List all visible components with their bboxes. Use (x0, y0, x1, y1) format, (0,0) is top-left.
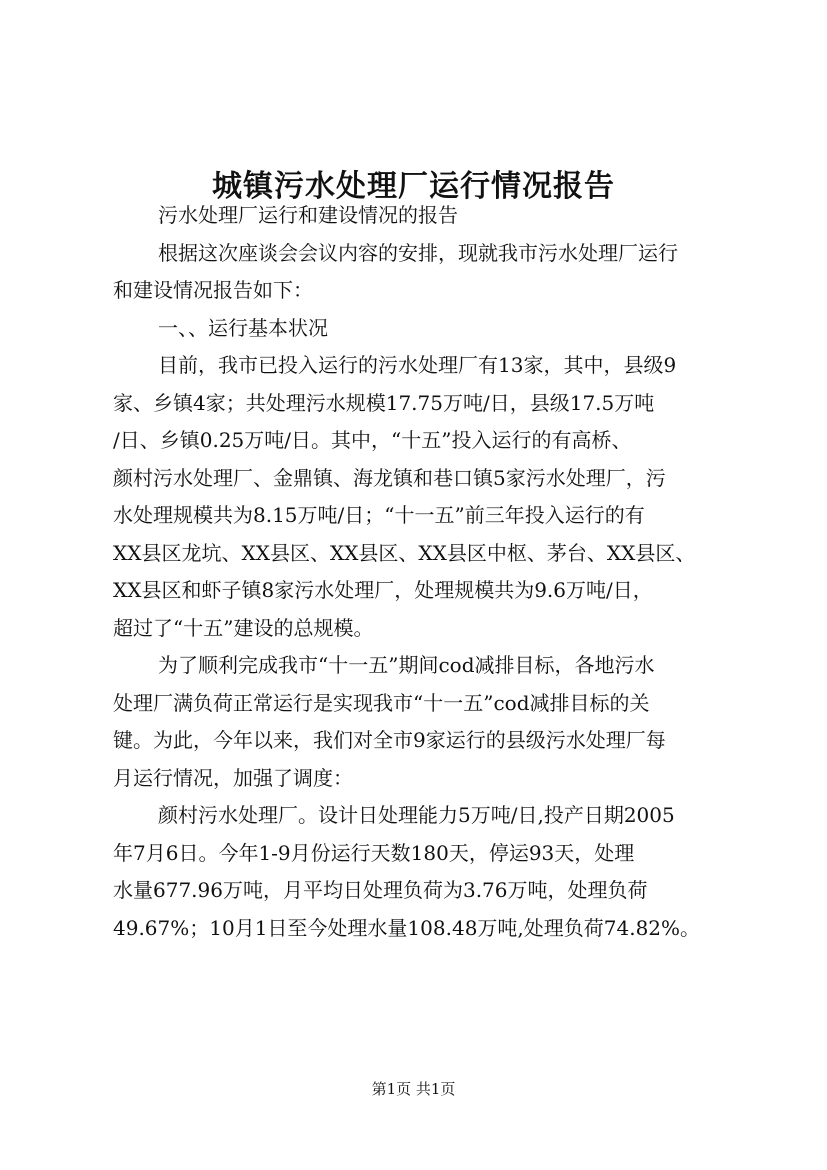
text-line: 处理厂满负荷正常运行是实现我市“十一五”cod减排目标的关 (113, 690, 650, 715)
text-line: 颜村污水处理厂、金鼎镇、海龙镇和巷口镇5家污水处理厂，污 (113, 465, 666, 490)
text-line: XX县区和虾子镇8家污水处理厂，处理规模共为9.6万吨/日， (113, 578, 653, 602)
text-line: 键。为此，今年以来，我们对全市9家运行的县级污水处理厂每 (113, 728, 666, 752)
text-line: 水量677.96万吨，月平均日处理负荷为3.76万吨，处理负荷 (113, 878, 648, 902)
text-line: 为了顺利完成我市“十一五”期间cod减排目标，各地污水 (158, 653, 655, 677)
text-line: 水处理规模共为8.15万吨/日；“十一五”前三年投入运行的有 (113, 503, 645, 527)
text-line: 目前，我市已投入运行的污水处理厂有13家，其中，县级9 (158, 353, 677, 377)
text-line: 家、乡镇4家；共处理污水规模17.75万吨/日，县级17.5万吨 (113, 390, 655, 415)
page-number-footer: 第1页 共1页 (371, 1080, 456, 1098)
text-line: 月运行情况，加强了调度： (113, 765, 353, 790)
text-line: 颜村污水处理厂。设计日处理能力5万吨/日,投产日期2005 (158, 803, 675, 827)
document-title: 城镇污水处理厂运行情况报告 (212, 169, 615, 205)
text-line: 49.67%；10月1日至今处理水量108.48万吨,处理负荷74.82%。 (113, 915, 701, 940)
text-line: XX县区龙坑、XX县区、XX县区、XX县区中枢、茅台、XX县区、 (113, 540, 696, 565)
text-line: 和建设情况报告如下： (113, 278, 313, 302)
section-heading: 一、、运行基本状况 (158, 315, 328, 340)
text-line: 根据这次座谈会会议内容的安排，现就我市污水处理厂运行 (158, 240, 678, 265)
text-line: 超过了“十五”建设的总规模。 (113, 615, 374, 640)
text-line: 年7月6日。今年1-9月份运行天数180天，停运93天，处理 (113, 840, 635, 865)
text-line: 污水处理厂运行和建设情况的报告 (158, 203, 458, 227)
text-line: /日、乡镇0.25万吨/日。其中，“十五”投入运行的有高桥、 (113, 428, 632, 452)
document-body (113, 197, 753, 947)
